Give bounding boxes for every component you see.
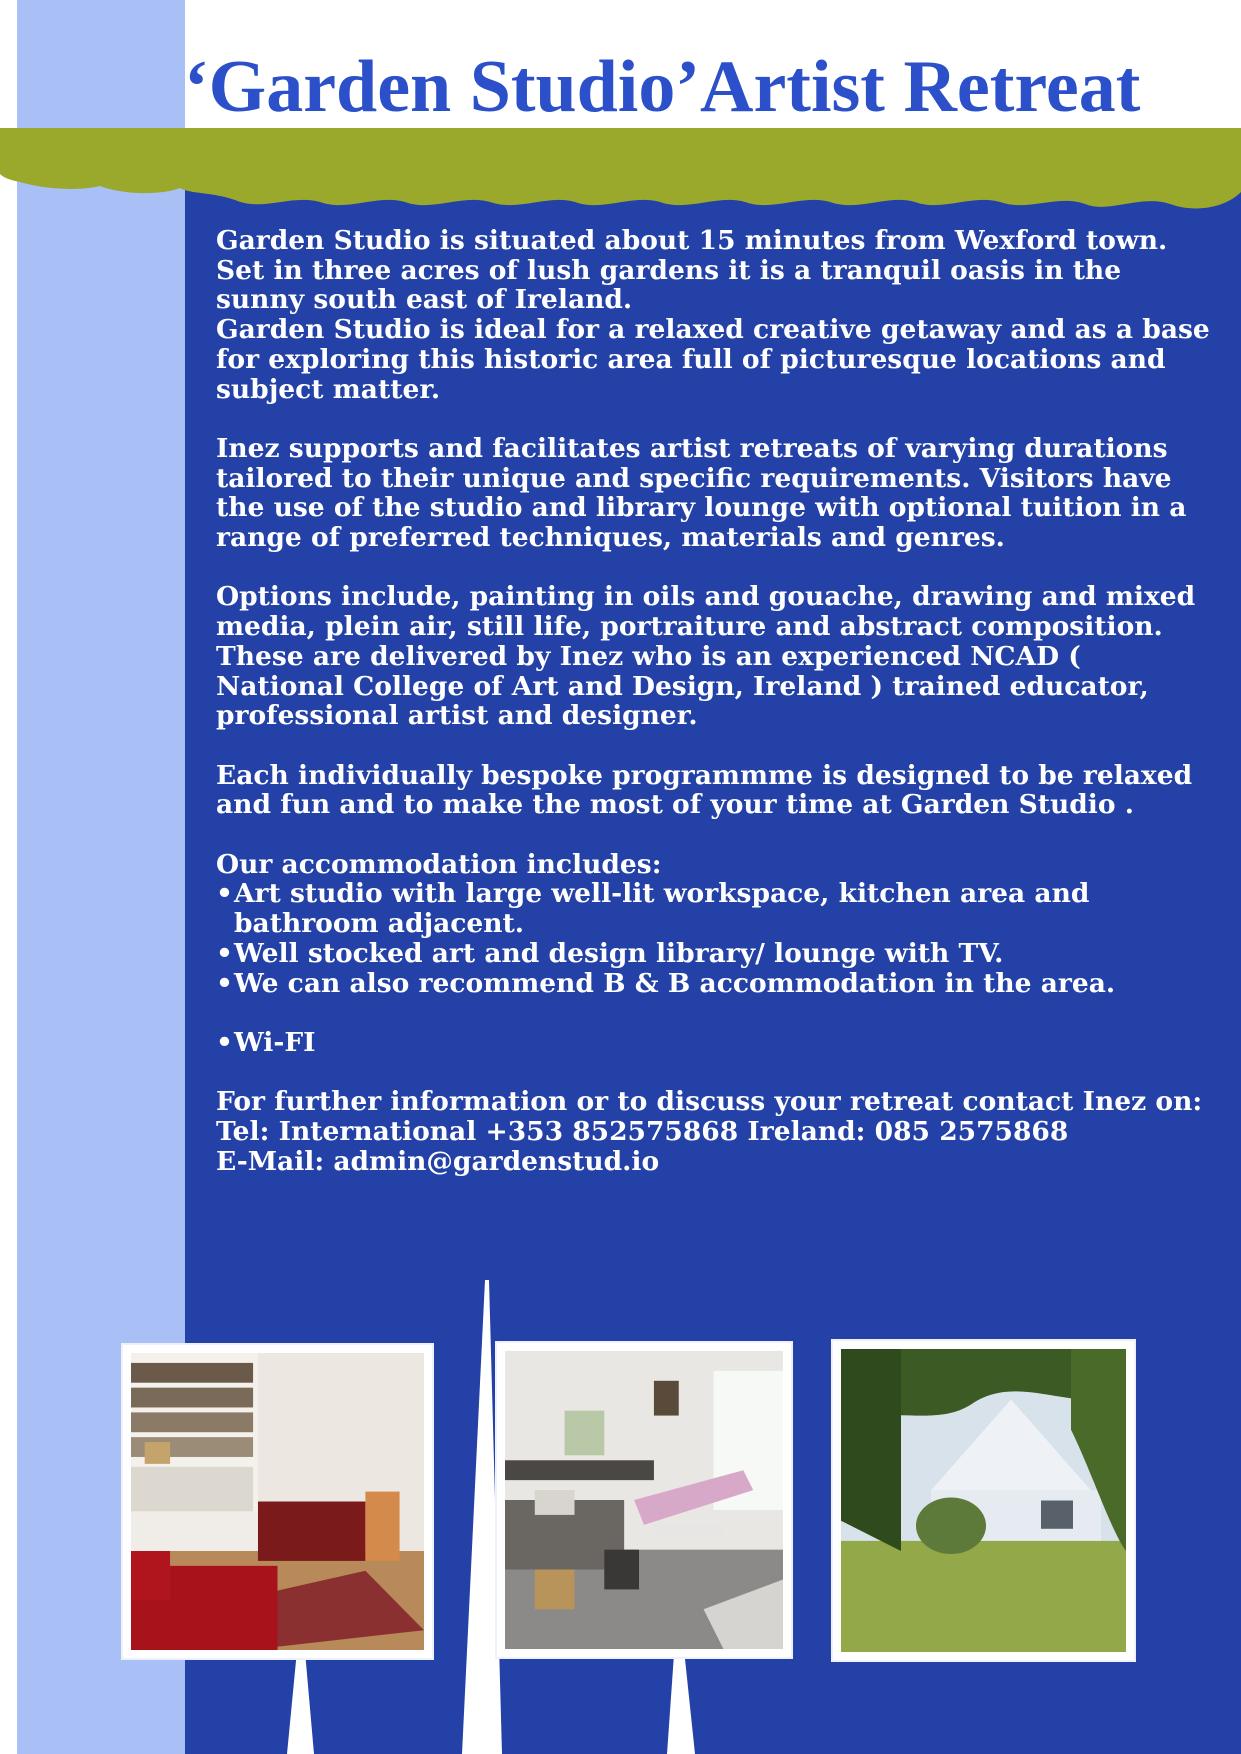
options-paragraph: Options include, painting in oils and gouache, drawing and mixed media, plein air, still life, portraiture and abstract composition. These are delivered by Inez who is an experienced NCAD ( National College of Art and Design, Ireland ) trained educator, professional artist and designer.: [216, 581, 1196, 732]
accommodation-item: • Well stocked art and design library/ lounge with TV.: [216, 937, 1004, 969]
photo-art-studio: [497, 1343, 791, 1657]
photo-library-lounge: [123, 1345, 432, 1658]
accommodation-list: [216, 879, 1216, 998]
wifi-item: • Wi-FI: [216, 1026, 316, 1058]
wifi-list: [216, 1028, 1216, 1058]
house-exterior-image: [841, 1349, 1126, 1652]
contact-telephone: Tel: International +353 852575868 Ireland: 085 2575868: [216, 1116, 1069, 1147]
contact-intro: For further information or to discuss your retreat contact Inez on:: [216, 1086, 1203, 1118]
intro-paragraph-2: Garden Studio is ideal for a relaxed creative getaway and as a base for exploring this historic area full of picturesque locations and subject matter.: [216, 314, 1210, 405]
accommodation-heading: Our accommodation includes:: [216, 848, 662, 880]
intro-paragraph-1: Garden Studio is situated about 15 minutes from Wexford town. Set in three acres of lush gardens it is a tranquil oasis in the sunny south east of Ireland.: [216, 225, 1168, 316]
photo-house-exterior: [833, 1341, 1134, 1660]
scalloped-awning: [0, 128, 1241, 218]
programme-paragraph: Each individually bespoke programmme is designed to be relaxed and fun and to make the most of your time at Garden Studio .: [216, 759, 1193, 821]
contact-email: E-Mail: admin@gardenstud.io: [216, 1145, 660, 1177]
art-studio-image: [505, 1351, 783, 1649]
accommodation-item: • We can also recommend B & B accommodation in the area.: [216, 967, 1116, 999]
library-lounge-image: [131, 1353, 424, 1650]
accommodation-item: • Art studio with large well-lit workspace, kitchen area and bathroom adjacent.: [216, 878, 1090, 940]
body-text: [216, 226, 1216, 1176]
retreats-paragraph: Inez supports and facilitates artist retreats of varying durations tailored to their unique and specific requirements. Visitors have the use of the studio and library lounge with optional tuition in a range of preferred techniques, materials and genres.: [216, 432, 1187, 554]
page-title: ‘Garden Studio’Artist Retreat: [184, 46, 1141, 128]
